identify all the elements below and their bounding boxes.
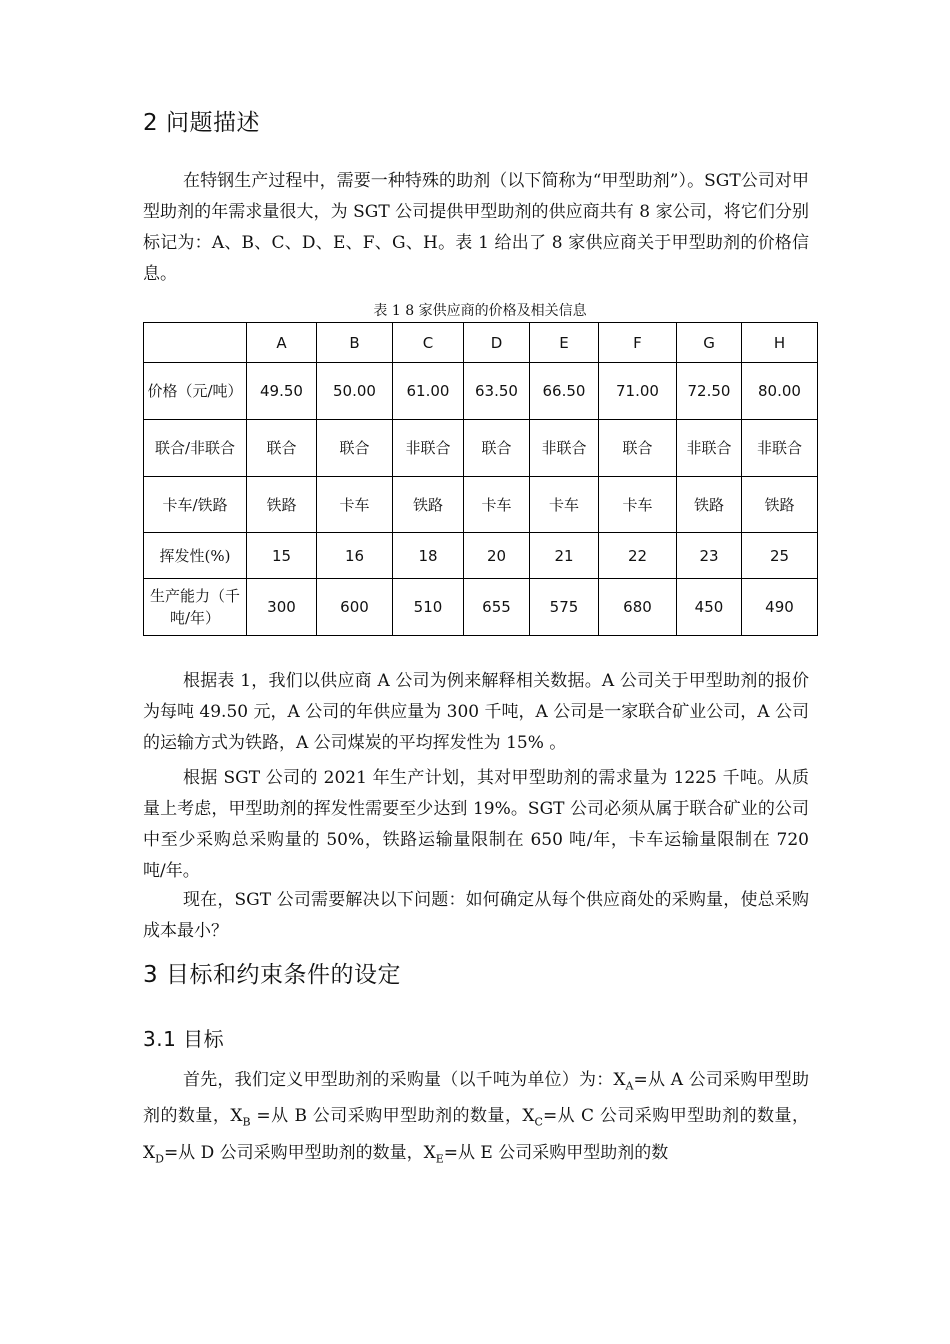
table-row-price: [144, 363, 818, 420]
table-cell: 575: [530, 579, 599, 636]
table-cell: 680: [599, 579, 677, 636]
table-cell: 铁路: [677, 477, 742, 533]
table-cell: 铁路: [393, 477, 464, 533]
table-row-capacity: [144, 579, 818, 636]
table-cell: 20: [464, 533, 530, 579]
column-header: A: [247, 323, 317, 363]
table-cell: 联合: [599, 420, 677, 477]
section-3-1-heading: 3.1 目标: [143, 1027, 225, 1051]
section-3-heading: 3 目标和约束条件的设定: [143, 962, 401, 988]
section-2-heading: 2 问题描述: [143, 110, 260, 136]
table-cell: 49.50: [247, 363, 317, 420]
section-2-paragraph-4: 现在，SGT 公司需要解决以下问题：如何确定从每个供应商处的采购量，使总采购成本最小？: [143, 890, 809, 941]
table-cell: 510: [393, 579, 464, 636]
subscript: E: [435, 1152, 444, 1166]
table-cell: 23: [677, 533, 742, 579]
table-cell: 16: [317, 533, 393, 579]
section-2-paragraph-2: 根据表 1，我们以供应商 A 公司为例来解释相关数据。A 公司关于甲型助剂的报价为每吨 49.50 元，A 公司的年供应量为 300 千吨，A 公司是一家联合矿业公司，A 公司的运输方式为铁路，A 公司煤炭的平均挥发性为 15% 。: [143, 671, 809, 753]
table-cell: 卡车: [599, 477, 677, 533]
table-1-caption: 表 1 8 家供应商的价格及相关信息: [373, 303, 587, 319]
table-cell: 非联合: [393, 420, 464, 477]
row-header: 挥发性(%): [144, 533, 247, 579]
table-cell: 300: [247, 579, 317, 636]
table-header-row: [144, 323, 818, 363]
table-cell: 联合: [247, 420, 317, 477]
table-cell: 联合: [317, 420, 393, 477]
column-header: C: [393, 323, 464, 363]
table-cell: 卡车: [464, 477, 530, 533]
row-header: 卡车/铁路: [144, 477, 247, 533]
table-cell: 18: [393, 533, 464, 579]
row-header: 生产能力（千吨/年）: [144, 579, 247, 636]
table-cell: 卡车: [317, 477, 393, 533]
table-cell: 非联合: [742, 420, 818, 477]
table-cell: 50.00: [317, 363, 393, 420]
supplier-table: [143, 322, 818, 636]
subscript: D: [155, 1152, 164, 1166]
table-cell: 卡车: [530, 477, 599, 533]
table-cell: 61.00: [393, 363, 464, 420]
text-run: =从 E 公司采购甲型助剂的数: [443, 1142, 669, 1163]
text-run: =从 D 公司采购甲型助剂的数量，X: [163, 1142, 436, 1163]
table-cell: 655: [464, 579, 530, 636]
table-cell: 450: [677, 579, 742, 636]
table-cell: 600: [317, 579, 393, 636]
table-cell: 联合: [464, 420, 530, 477]
table-cell: 铁路: [247, 477, 317, 533]
column-header: F: [599, 323, 677, 363]
table-cell: 25: [742, 533, 818, 579]
table-cell: 21: [530, 533, 599, 579]
table-cell: 490: [742, 579, 818, 636]
text-run: =从 B 公司采购甲型助剂的数量，X: [250, 1106, 535, 1127]
section-2-paragraph-3: 根据 SGT 公司的 2021 年生产计划，其对甲型助剂的需求量为 1225 千吨。从质量上考虑，甲型助剂的挥发性需要至少达到 19%。SGT 公司必须从属于联合矿业的公司中至少采购总采购量的 50%，铁路运输量限制在 650 吨/年，卡车运输量限制在 720 吨/年。: [143, 768, 809, 881]
table-cell: 63.50: [464, 363, 530, 420]
table-cell: 非联合: [530, 420, 599, 477]
table-cell: 非联合: [677, 420, 742, 477]
supplier-table-body: [144, 323, 818, 636]
table-cell: 铁路: [742, 477, 818, 533]
subscript: A: [625, 1079, 634, 1093]
table-cell: 80.00: [742, 363, 818, 420]
table-cell: 66.50: [530, 363, 599, 420]
column-header: H: [742, 323, 818, 363]
text-run: =从 A 公司采购甲型助剂的数量，X: [143, 1070, 809, 1127]
text-run: 首先，我们定义甲型助剂的采购量（以千吨为单位）为：X: [183, 1070, 626, 1090]
column-header: G: [677, 323, 742, 363]
table-row-transport: [144, 477, 818, 533]
column-header: B: [317, 323, 393, 363]
table-row-volatility: [144, 533, 818, 579]
section-2-paragraph-1: 在特钢生产过程中，需要一种特殊的助剂（以下简称为“甲型助剂”）。SGT公司对甲型助剂的年需求量很大，为 SGT 公司提供甲型助剂的供应商共有 8 家公司，将它们分别标记为：A、B、C、D、E、F、G、H。表 1 给出了 8 家供应商关于甲型助剂的价格信息。: [143, 171, 809, 284]
table-cell: 72.50: [677, 363, 742, 420]
table-corner-cell: [144, 323, 247, 363]
table-row-union: [144, 420, 818, 477]
table-cell: 15: [247, 533, 317, 579]
column-header: D: [464, 323, 530, 363]
column-header: E: [530, 323, 599, 363]
row-header: 价格（元/吨）: [144, 363, 247, 420]
table-cell: 71.00: [599, 363, 677, 420]
row-header: 联合/非联合: [144, 420, 247, 477]
text-run: =从 C 公司采购甲型助剂的数量，X: [143, 1106, 809, 1163]
subscript: C: [534, 1115, 543, 1129]
subscript: B: [242, 1115, 251, 1129]
section-3-1-paragraph: [143, 1065, 809, 1174]
table-cell: 22: [599, 533, 677, 579]
